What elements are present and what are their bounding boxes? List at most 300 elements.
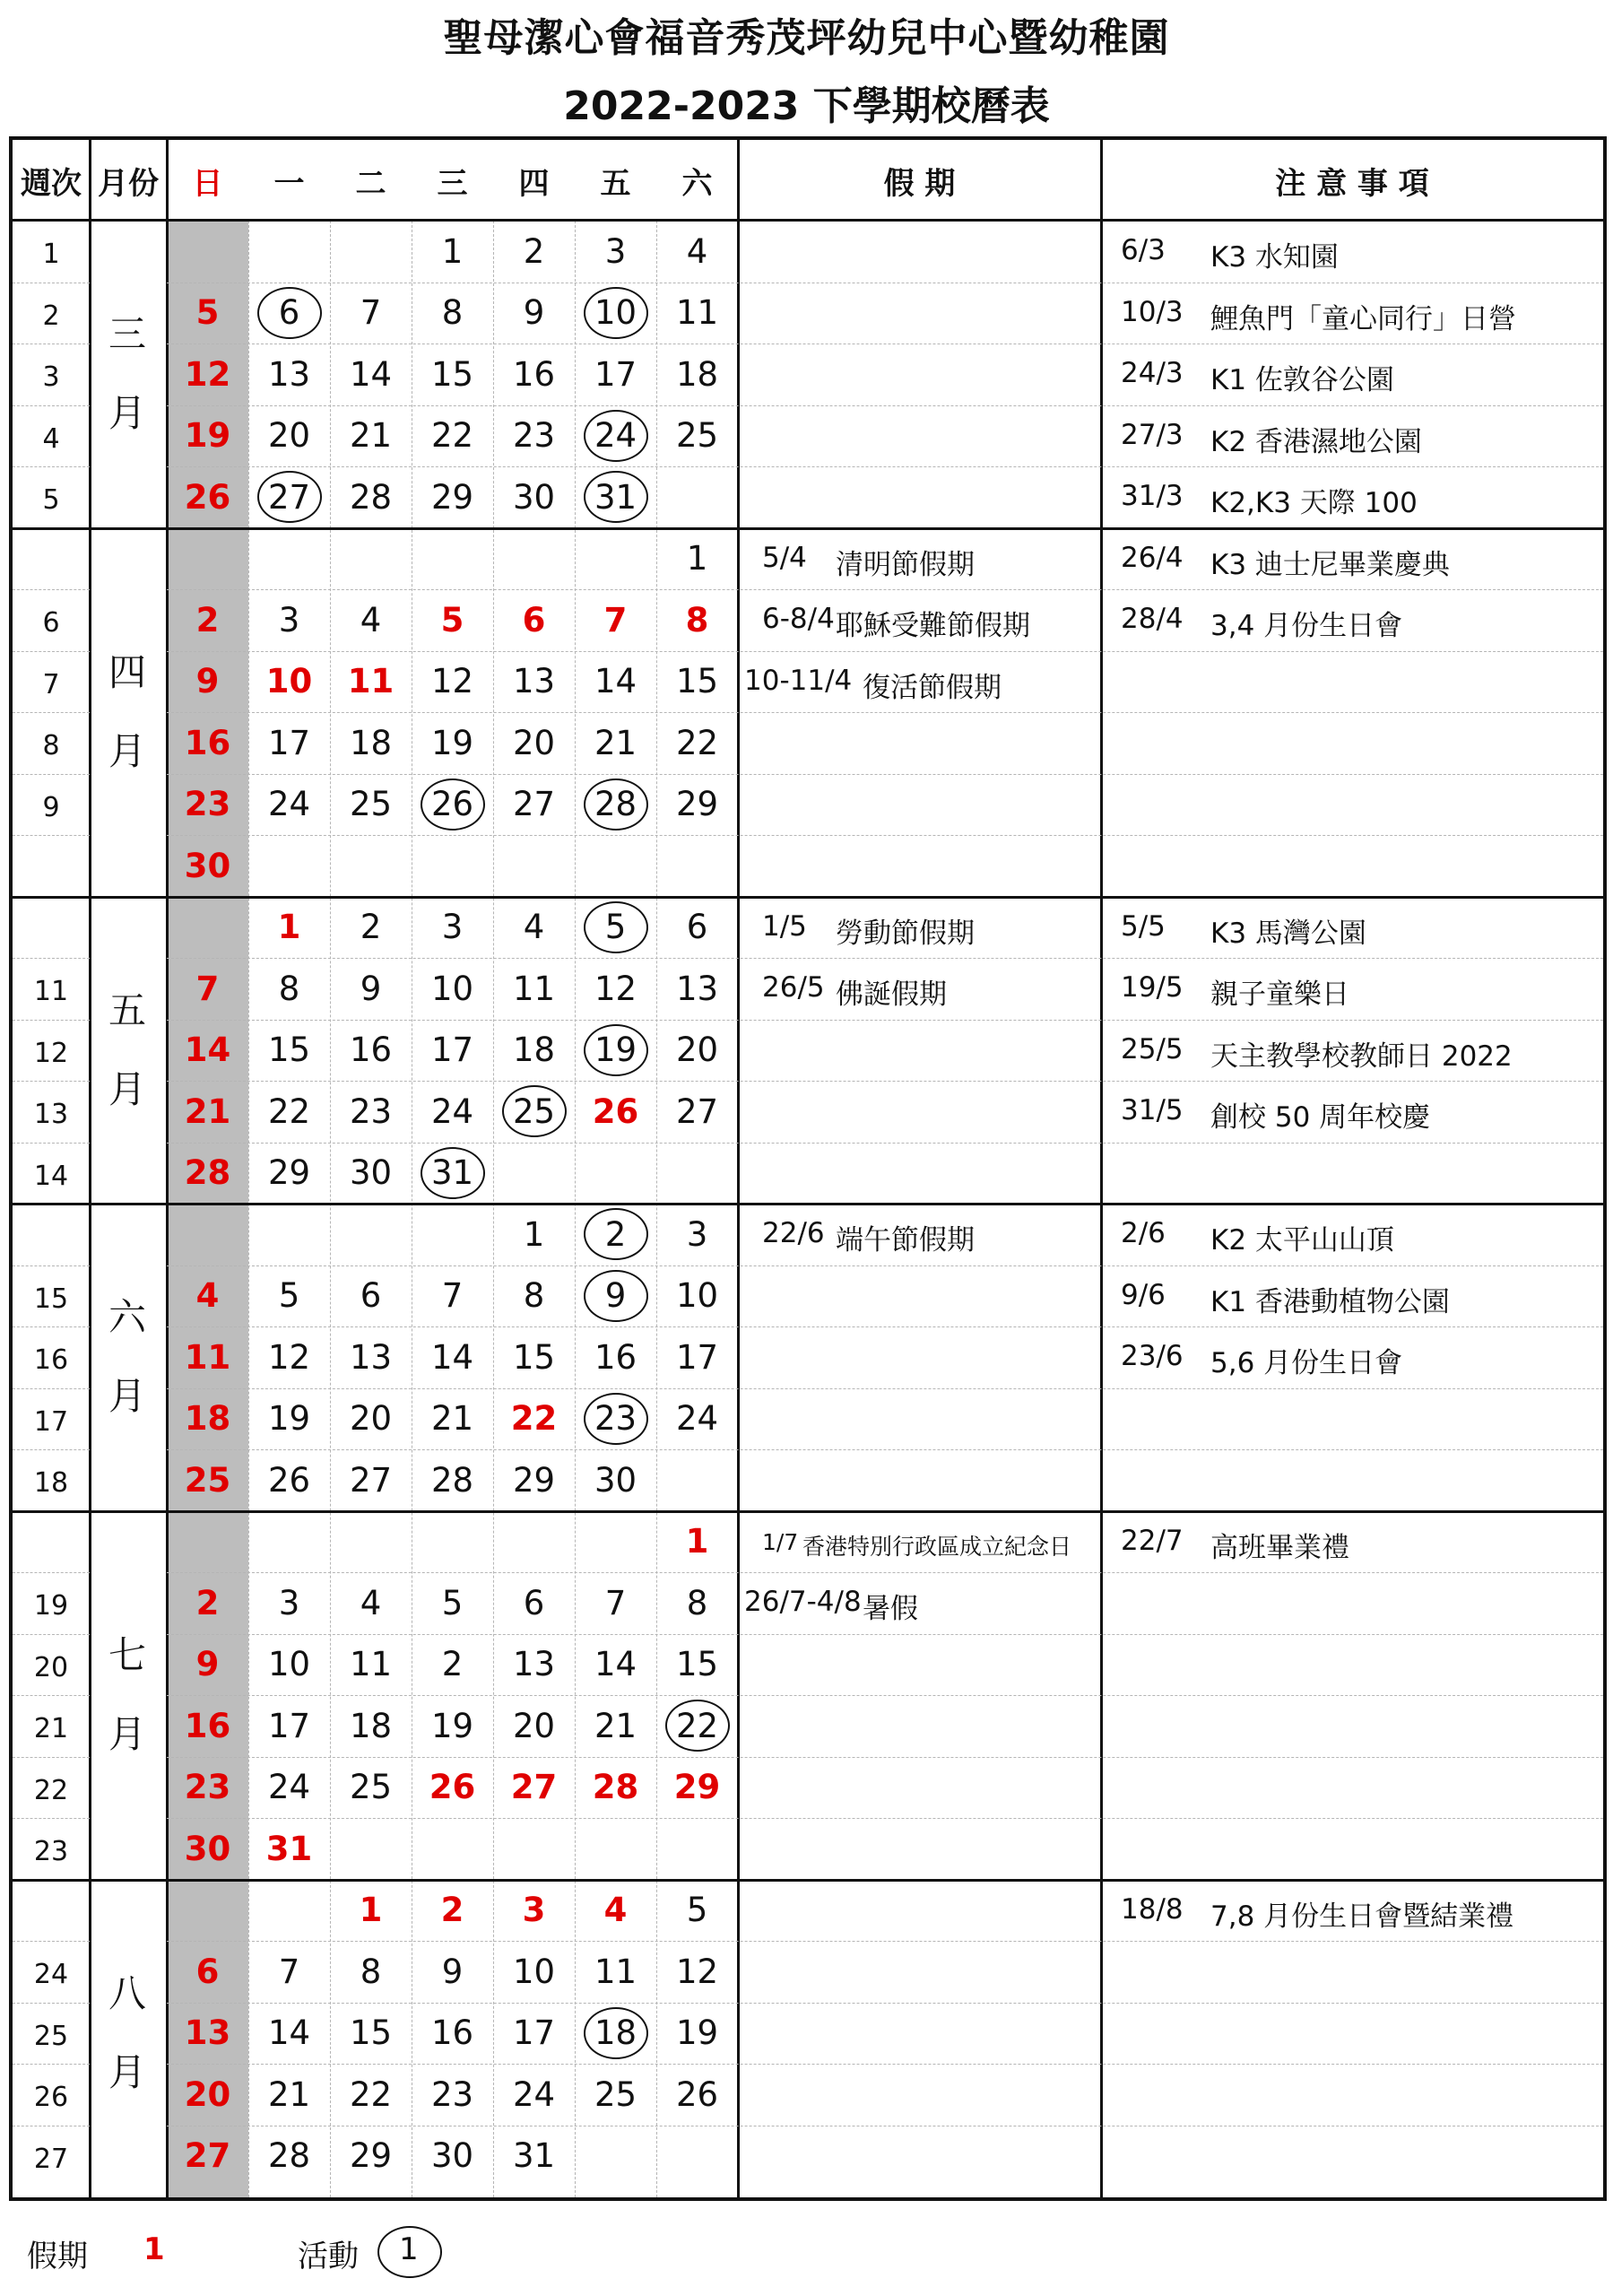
note-description: K3 迪士尼畢業慶典 — [1210, 548, 1450, 581]
date-cell: 4 — [360, 600, 382, 639]
week-number: 8 — [42, 730, 60, 761]
holiday-date: 6 — [522, 600, 546, 639]
holiday-description: 耶穌受難節假期 — [836, 610, 1030, 642]
date-cell: 18 — [512, 1031, 556, 1070]
week-number: 20 — [33, 1651, 69, 1683]
header-holidays: 假 期 — [883, 165, 956, 202]
date-cell: 24 — [267, 785, 311, 824]
row-divider — [13, 1941, 90, 1942]
holiday-date-text: 1/5 — [762, 909, 807, 943]
date-cell: 25 — [512, 1091, 556, 1131]
week-number: 13 — [33, 1099, 69, 1130]
holiday-description: 端午節假期 — [836, 1224, 975, 1257]
date-cell: 19 — [267, 1399, 311, 1439]
date-cell: 1 — [523, 1214, 545, 1254]
month-name-3: 六 — [108, 1295, 146, 1340]
date-cell: 12 — [430, 662, 474, 701]
holiday-date: 29 — [673, 1768, 721, 1807]
holiday-date: 23 — [184, 1768, 231, 1807]
note-description: 鯉魚門「童心同行」日營 — [1210, 302, 1516, 335]
date-cell: 29 — [675, 785, 719, 824]
month-name-0: 三 — [108, 312, 146, 357]
header-month: 月份 — [98, 165, 159, 202]
row-divider — [13, 1143, 90, 1144]
holiday-date-text: 26/5 — [762, 971, 825, 1004]
date-cell: 5 — [278, 1276, 300, 1316]
date-cell: 27 — [349, 1460, 393, 1500]
holiday-date: 30 — [184, 846, 231, 885]
date-cell: 20 — [512, 723, 556, 762]
holiday-date-text: 5/4 — [762, 541, 807, 574]
holiday-date: 18 — [184, 1399, 231, 1439]
holiday-date: 16 — [184, 723, 231, 762]
date-cell: 3 — [278, 600, 300, 639]
date-cell: 27 — [267, 477, 311, 517]
row-divider — [13, 712, 90, 713]
holiday-date: 31 — [265, 1829, 313, 1868]
date-cell: 30 — [349, 1153, 393, 1193]
date-cell: 12 — [594, 969, 637, 1008]
date-cell: 23 — [430, 2074, 474, 2114]
week-number: 4 — [42, 422, 60, 455]
date-cell: 4 — [523, 908, 545, 947]
date-cell: 5 — [441, 1583, 464, 1622]
date-cell: 28 — [430, 1460, 474, 1500]
date-cell: 25 — [349, 1768, 393, 1807]
holiday-date: 4 — [195, 1276, 220, 1316]
header-day-wed: 三 — [437, 165, 468, 202]
date-cell: 11 — [349, 1645, 393, 1684]
header-week: 週次 — [21, 165, 82, 202]
date-cell: 28 — [349, 477, 393, 517]
date-cell: 14 — [594, 1645, 637, 1684]
month-name-1: 四 — [108, 650, 146, 694]
week-number: 18 — [33, 1467, 69, 1499]
date-cell: 7 — [278, 1952, 300, 1991]
date-cell: 24 — [267, 1768, 311, 1807]
holiday-date: 11 — [184, 1337, 231, 1377]
date-cell: 27 — [675, 1091, 719, 1131]
date-cell: 3 — [278, 1583, 300, 1622]
holiday-date: 2 — [440, 1891, 464, 1930]
date-cell: 19 — [675, 2013, 719, 2053]
holiday-date: 13 — [184, 2013, 231, 2053]
header-day-sun: 日 — [192, 165, 223, 202]
date-cell: 16 — [512, 354, 556, 394]
date-cell: 7 — [441, 1276, 464, 1316]
note-description: 高班畢業禮 — [1210, 1531, 1349, 1564]
week-number: 23 — [33, 1836, 69, 1867]
date-cell: 21 — [594, 1706, 637, 1745]
week-number: 16 — [33, 1344, 69, 1376]
date-cell: 7 — [604, 1583, 627, 1622]
date-cell: 28 — [594, 785, 637, 824]
date-cell: 11 — [675, 293, 719, 333]
holiday-description: 香港特別行政區成立紀念日 — [802, 1533, 1072, 1560]
week-number: 6 — [42, 607, 60, 639]
holiday-description: 暑假 — [863, 1593, 918, 1625]
date-cell: 6 — [278, 293, 300, 333]
date-cell: 22 — [430, 416, 474, 456]
date-cell: 25 — [675, 416, 719, 456]
note-date-text: 5/5 — [1121, 909, 1166, 943]
date-cell: 10 — [594, 293, 637, 333]
legend-activity-sample: 1 — [399, 2231, 419, 2267]
note-date-text: 10/3 — [1121, 295, 1184, 328]
date-cell: 17 — [430, 1031, 474, 1070]
week-number: 7 — [42, 668, 60, 700]
date-cell: 13 — [512, 1645, 556, 1684]
row-divider — [13, 1634, 90, 1635]
row-divider — [13, 958, 90, 959]
date-cell: 7 — [360, 293, 382, 333]
date-cell: 2 — [604, 1214, 627, 1254]
date-cell: 29 — [267, 1153, 311, 1193]
note-description: K1 佐敦谷公園 — [1210, 364, 1394, 396]
date-cell: 18 — [675, 354, 719, 394]
date-cell: 4 — [686, 231, 708, 271]
holiday-date: 26 — [184, 477, 231, 517]
date-cell: 6 — [686, 908, 708, 947]
holiday-date: 21 — [184, 1091, 231, 1131]
holiday-date: 8 — [685, 600, 709, 639]
holiday-date: 27 — [510, 1768, 558, 1807]
week-number: 9 — [42, 791, 60, 823]
date-cell: 22 — [675, 1706, 719, 1745]
week-number: 19 — [33, 1590, 69, 1622]
date-cell: 1 — [686, 539, 708, 578]
note-date-text: 18/8 — [1121, 1892, 1184, 1926]
date-cell: 2 — [523, 231, 545, 271]
date-cell: 15 — [512, 1337, 556, 1377]
date-cell: 5 — [604, 908, 627, 947]
date-cell: 4 — [360, 1583, 382, 1622]
date-cell: 15 — [430, 354, 474, 394]
header-notes: 注 意 事 項 — [1275, 165, 1429, 202]
holiday-date: 1 — [277, 908, 301, 947]
date-cell: 2 — [360, 908, 382, 947]
date-cell: 1 — [441, 231, 464, 271]
holiday-date: 3 — [522, 1891, 546, 1930]
date-cell: 23 — [512, 416, 556, 456]
row-divider — [13, 2064, 90, 2065]
holiday-date: 12 — [184, 354, 231, 394]
note-description: 3,4 月份生日會 — [1210, 610, 1403, 642]
date-cell: 20 — [512, 1706, 556, 1745]
week-number: 5 — [42, 484, 60, 516]
holiday-date: 28 — [592, 1768, 639, 1807]
holiday-date: 10 — [265, 662, 313, 701]
row-divider — [13, 589, 90, 590]
date-cell: 2 — [441, 1645, 464, 1684]
holiday-date: 5 — [440, 600, 464, 639]
month-name-0: 月 — [108, 391, 146, 436]
date-cell: 8 — [523, 1276, 545, 1316]
date-cell: 28 — [267, 2136, 311, 2176]
holiday-date: 27 — [184, 2136, 231, 2176]
week-number: 3 — [42, 361, 60, 393]
note-date-text: 31/3 — [1121, 480, 1184, 512]
date-cell: 11 — [594, 1952, 637, 1991]
note-description: 天主教學校教師日 2022 — [1210, 1039, 1513, 1073]
date-cell: 23 — [349, 1091, 393, 1131]
month-divider — [13, 1510, 1603, 1513]
column-divider — [1100, 140, 1103, 2197]
month-name-2: 五 — [108, 987, 146, 1032]
header-day-tue: 二 — [355, 165, 386, 202]
holiday-description: 清明節假期 — [836, 548, 975, 581]
row-divider — [13, 1326, 90, 1327]
note-description: 7,8 月份生日會暨結業禮 — [1210, 1900, 1514, 1933]
holiday-date: 2 — [195, 1583, 220, 1622]
date-cell: 8 — [360, 1952, 382, 1991]
date-cell: 24 — [512, 2074, 556, 2114]
row-divider — [13, 1265, 90, 1266]
holiday-date: 25 — [184, 1460, 231, 1500]
week-number: 21 — [33, 1713, 69, 1744]
note-date-text: 9/6 — [1121, 1278, 1166, 1311]
date-cell: 14 — [594, 662, 637, 701]
row-divider — [13, 1757, 90, 1758]
week-number: 2 — [42, 300, 60, 332]
note-date-text: 28/4 — [1121, 603, 1184, 635]
row-divider — [13, 1818, 90, 1819]
row-divider — [13, 835, 90, 836]
note-date-text: 27/3 — [1121, 418, 1184, 451]
row-divider — [13, 1449, 90, 1450]
note-description: 創校 50 周年校慶 — [1210, 1101, 1431, 1134]
row-divider — [13, 1695, 90, 1696]
date-cell: 23 — [594, 1399, 637, 1439]
date-cell: 18 — [594, 2013, 637, 2053]
date-cell: 30 — [594, 1460, 637, 1500]
note-description: K2 太平山山頂 — [1210, 1224, 1394, 1257]
date-cell: 21 — [430, 1399, 474, 1439]
date-cell: 26 — [430, 785, 474, 824]
holiday-date: 11 — [347, 662, 395, 701]
date-cell: 9 — [441, 1952, 464, 1991]
month-name-5: 月 — [108, 2049, 146, 2094]
month-name-1: 月 — [108, 729, 146, 773]
note-date-text: 19/5 — [1121, 971, 1184, 1004]
month-name-4: 七 — [108, 1633, 146, 1677]
note-description: 親子童樂日 — [1210, 978, 1349, 1011]
row-divider — [167, 1818, 1603, 1819]
date-cell: 21 — [594, 723, 637, 762]
date-cell: 19 — [594, 1031, 637, 1070]
holiday-description: 勞動節假期 — [836, 917, 975, 950]
date-cell: 31 — [594, 477, 637, 517]
date-cell: 8 — [441, 293, 464, 333]
month-name-3: 月 — [108, 1374, 146, 1419]
date-cell: 18 — [349, 723, 393, 762]
date-cell: 14 — [349, 354, 393, 394]
week-number: 14 — [33, 1160, 69, 1192]
date-cell: 26 — [267, 1460, 311, 1500]
date-cell: 22 — [675, 723, 719, 762]
date-cell: 21 — [349, 416, 393, 456]
row-divider — [13, 1388, 90, 1389]
row-divider — [13, 466, 90, 467]
week-number: 22 — [33, 1774, 69, 1806]
holiday-date-text: 10-11/4 — [744, 664, 853, 697]
date-cell: 31 — [512, 2136, 556, 2176]
holiday-date: 26 — [429, 1768, 476, 1807]
date-cell: 3 — [441, 908, 464, 947]
holiday-date: 9 — [195, 662, 220, 701]
row-divider — [13, 774, 90, 775]
header-day-fri: 五 — [600, 165, 631, 202]
date-cell: 14 — [267, 2013, 311, 2053]
header-day-mon: 一 — [273, 165, 305, 202]
date-cell: 18 — [349, 1706, 393, 1745]
date-cell: 25 — [594, 2074, 637, 2114]
date-cell: 10 — [512, 1952, 556, 1991]
calendar-subtitle: 2022-2023 下學期校曆表 — [563, 83, 1050, 129]
date-cell: 30 — [512, 477, 556, 517]
date-cell: 21 — [267, 2074, 311, 2114]
date-cell: 20 — [267, 416, 311, 456]
date-cell: 16 — [349, 1031, 393, 1070]
holiday-date: 23 — [184, 785, 231, 824]
date-cell: 19 — [430, 1706, 474, 1745]
row-divider — [13, 1572, 90, 1573]
holiday-date: 7 — [195, 969, 220, 1008]
week-number: 25 — [33, 2020, 69, 2052]
date-cell: 17 — [675, 1337, 719, 1377]
row-divider — [13, 1081, 90, 1082]
row-divider — [13, 405, 90, 406]
note-date-text: 25/5 — [1121, 1032, 1184, 1065]
date-cell: 22 — [267, 1091, 311, 1131]
holiday-date: 28 — [184, 1153, 231, 1193]
holiday-date: 26 — [592, 1091, 639, 1131]
legend-activity-label: 活動 — [298, 2239, 359, 2274]
holiday-date: 30 — [184, 1829, 231, 1868]
date-cell: 5 — [686, 1891, 708, 1930]
holiday-date: 19 — [184, 416, 231, 456]
date-cell: 8 — [686, 1583, 708, 1622]
header-day-thu: 四 — [518, 165, 550, 202]
date-cell: 15 — [349, 2013, 393, 2053]
date-cell: 27 — [512, 785, 556, 824]
month-divider — [13, 1203, 1603, 1205]
date-cell: 14 — [430, 1337, 474, 1377]
week-number: 27 — [33, 2143, 69, 2175]
row-divider — [167, 835, 1603, 836]
note-date-text: 6/3 — [1121, 234, 1166, 266]
holiday-date: 7 — [603, 600, 628, 639]
note-description: K3 水知園 — [1210, 241, 1339, 274]
note-description: K2 香港濕地公園 — [1210, 425, 1422, 458]
date-cell: 29 — [430, 477, 474, 517]
holiday-date: 16 — [184, 1706, 231, 1745]
date-cell: 12 — [267, 1337, 311, 1377]
date-cell: 17 — [267, 723, 311, 762]
date-cell: 24 — [675, 1399, 719, 1439]
note-date-text: 23/6 — [1121, 1340, 1184, 1372]
row-divider — [13, 651, 90, 652]
holiday-date-text: 6-8/4 — [762, 603, 835, 635]
note-description: K1 香港動植物公園 — [1210, 1285, 1450, 1318]
date-cell: 22 — [349, 2074, 393, 2114]
date-cell: 11 — [512, 969, 556, 1008]
note-date-text: 31/5 — [1121, 1094, 1184, 1126]
holiday-date-text: 22/6 — [762, 1217, 825, 1249]
holiday-date: 1 — [685, 1522, 709, 1561]
date-cell: 29 — [349, 2136, 393, 2176]
holiday-date: 14 — [184, 1031, 231, 1070]
date-cell: 30 — [430, 2136, 474, 2176]
date-cell: 3 — [686, 1214, 708, 1254]
date-cell: 16 — [430, 2013, 474, 2053]
week-number: 11 — [33, 976, 69, 1007]
week-number: 15 — [33, 1283, 69, 1315]
date-cell: 12 — [675, 1952, 719, 1991]
date-cell: 3 — [604, 231, 627, 271]
date-cell: 9 — [360, 969, 382, 1008]
note-date-text: 2/6 — [1121, 1217, 1166, 1249]
date-cell: 17 — [594, 354, 637, 394]
legend-holiday-label: 假期 — [27, 2239, 88, 2274]
month-name-4: 月 — [108, 1712, 146, 1756]
date-cell: 15 — [675, 662, 719, 701]
header-day-sat: 六 — [681, 165, 713, 202]
date-cell: 13 — [349, 1337, 393, 1377]
date-cell: 10 — [267, 1645, 311, 1684]
date-cell: 25 — [349, 785, 393, 824]
date-cell: 6 — [360, 1276, 382, 1316]
month-name-2: 月 — [108, 1066, 146, 1111]
note-description: K3 馬灣公園 — [1210, 917, 1366, 950]
holiday-date: 9 — [195, 1645, 220, 1684]
date-cell: 17 — [267, 1706, 311, 1745]
date-cell: 17 — [512, 2013, 556, 2053]
holiday-date: 4 — [603, 1891, 628, 1930]
week-number: 24 — [33, 1959, 69, 1990]
month-divider — [13, 527, 1603, 530]
date-cell: 8 — [278, 969, 300, 1008]
date-cell: 29 — [512, 1460, 556, 1500]
month-name-5: 八 — [108, 1970, 146, 2015]
date-cell: 24 — [430, 1091, 474, 1131]
note-description: K2,K3 天際 100 — [1210, 487, 1418, 519]
date-cell: 10 — [430, 969, 474, 1008]
holiday-date: 20 — [184, 2074, 231, 2114]
week-number: 17 — [33, 1405, 69, 1438]
holiday-date-text: 1/7 — [762, 1528, 799, 1555]
date-cell: 26 — [675, 2074, 719, 2114]
week-number: 12 — [33, 1037, 69, 1069]
date-cell: 20 — [675, 1031, 719, 1070]
holiday-date: 5 — [195, 293, 220, 333]
date-cell: 16 — [594, 1337, 637, 1377]
row-divider — [13, 1020, 90, 1021]
week-number: 26 — [33, 2082, 69, 2113]
date-cell: 20 — [349, 1399, 393, 1439]
calendar-title: 聖母潔心會福音秀茂坪幼兒中心暨幼稚園 — [443, 15, 1170, 61]
date-cell: 10 — [675, 1276, 719, 1316]
date-cell: 9 — [604, 1276, 627, 1316]
holiday-date: 2 — [195, 600, 220, 639]
holiday-date-text: 26/7-4/8 — [744, 1586, 862, 1618]
date-cell: 13 — [267, 354, 311, 394]
date-cell: 15 — [267, 1031, 311, 1070]
date-cell: 13 — [512, 662, 556, 701]
holiday-description: 佛誕假期 — [836, 978, 947, 1011]
holiday-description: 復活節假期 — [863, 671, 1002, 704]
date-cell: 6 — [523, 1583, 545, 1622]
